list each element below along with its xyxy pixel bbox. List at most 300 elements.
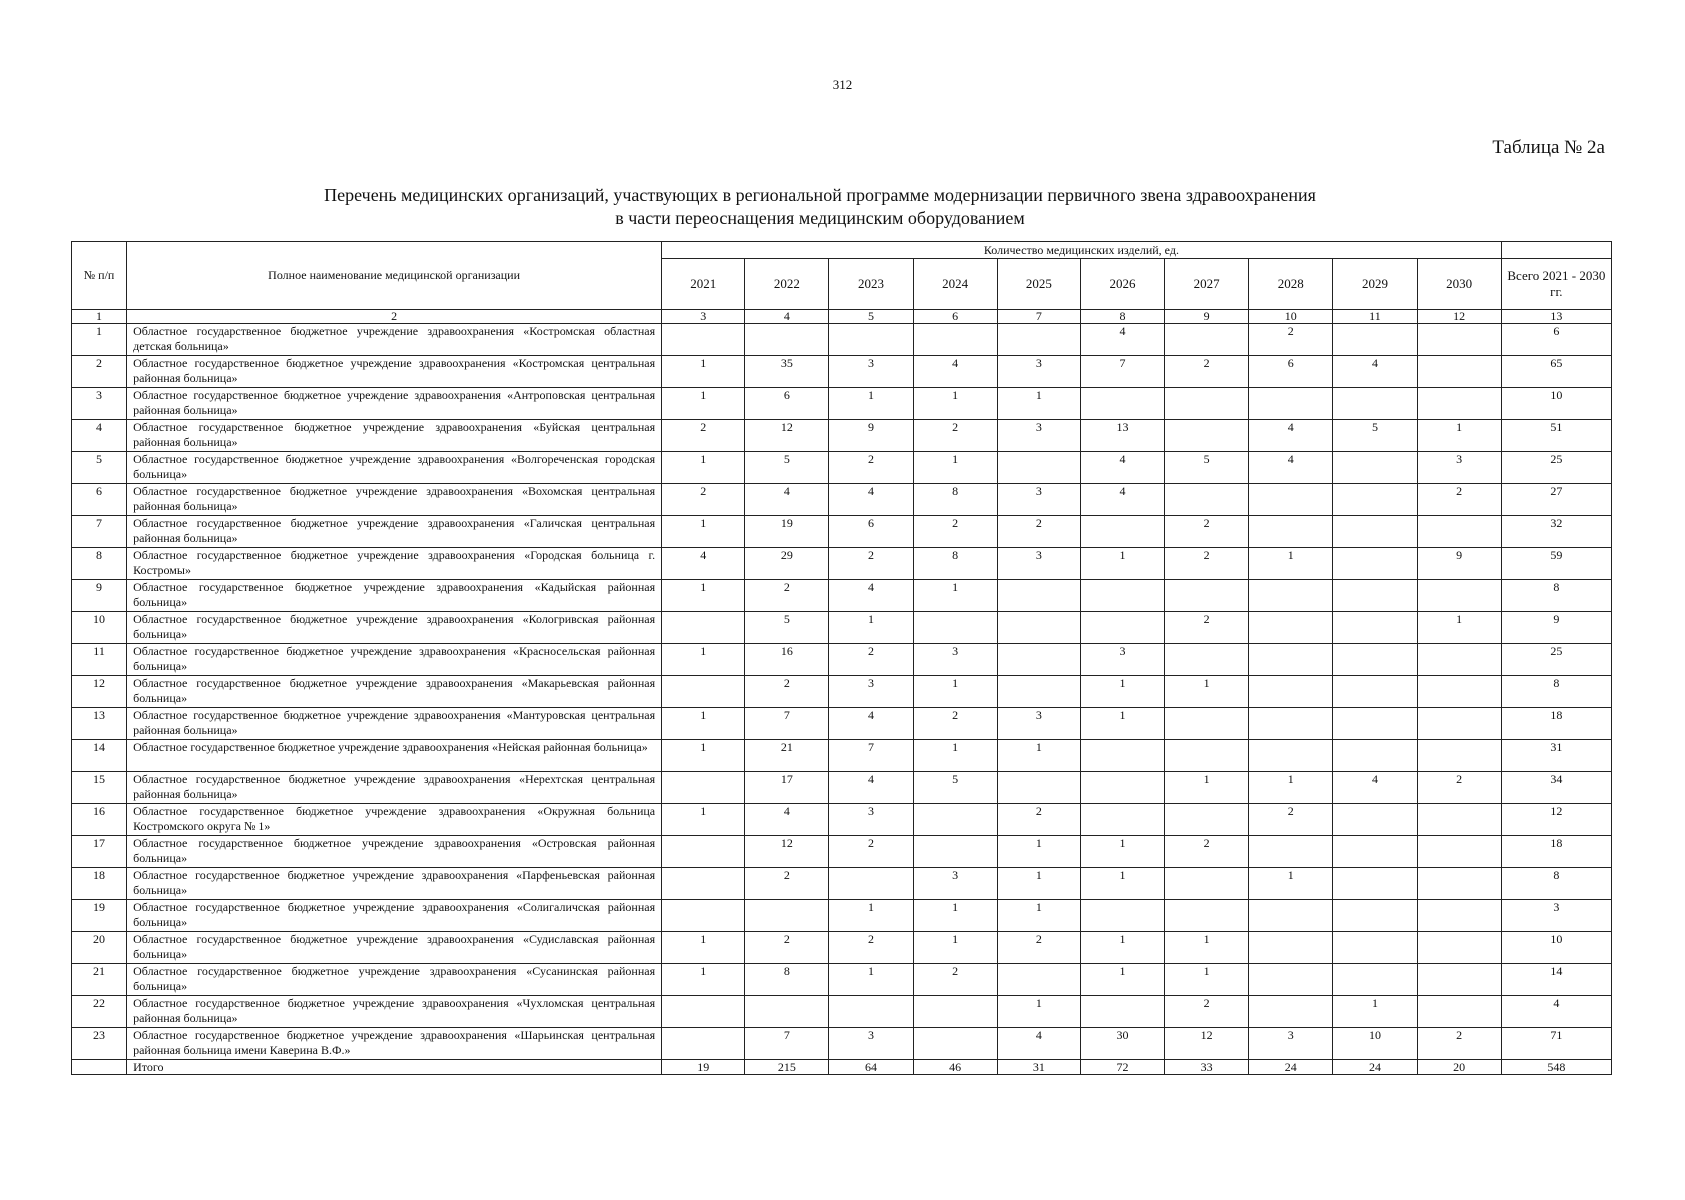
cell-2021 bbox=[662, 868, 745, 900]
cell-2026 bbox=[1080, 740, 1164, 772]
row-number: 14 bbox=[72, 740, 127, 772]
cell-2025 bbox=[997, 324, 1080, 356]
total-2030: 20 bbox=[1417, 1060, 1501, 1075]
column-number-12: 12 bbox=[1417, 310, 1501, 324]
cell-2025: 3 bbox=[997, 356, 1080, 388]
cell-2029 bbox=[1333, 484, 1417, 516]
cell-2030: 2 bbox=[1417, 484, 1501, 516]
organization-name: Областное государственное бюджетное учреждение здравоохранения «Волгореченская городская больница» bbox=[127, 452, 662, 484]
table-label: Таблица № 2а bbox=[1492, 137, 1605, 158]
cell-2023: 1 bbox=[829, 900, 913, 932]
organization-name: Областное государственное бюджетное учреждение здравоохранения «Судиславская районная больница» bbox=[127, 932, 662, 964]
cell-2023: 1 bbox=[829, 964, 913, 996]
cell-total: 12 bbox=[1501, 804, 1611, 836]
cell-2027: 1 bbox=[1165, 676, 1249, 708]
cell-2026: 30 bbox=[1080, 1028, 1164, 1060]
cell-total: 32 bbox=[1501, 516, 1611, 548]
organization-name: Областное государственное бюджетное учреждение здравоохранения «Мантуровская центральная районная больница» bbox=[127, 708, 662, 740]
cell-2026: 1 bbox=[1080, 836, 1164, 868]
row-number: 20 bbox=[72, 932, 127, 964]
cell-2028 bbox=[1249, 644, 1333, 676]
cell-2024: 8 bbox=[913, 484, 997, 516]
cell-2022: 19 bbox=[745, 516, 829, 548]
cell-2027 bbox=[1165, 740, 1249, 772]
cell-2025: 1 bbox=[997, 996, 1080, 1028]
cell-2025: 1 bbox=[997, 868, 1080, 900]
header-year-2021: 2021 bbox=[662, 259, 745, 310]
row-number: 9 bbox=[72, 580, 127, 612]
cell-2025: 2 bbox=[997, 804, 1080, 836]
cell-total: 8 bbox=[1501, 868, 1611, 900]
total-2027: 33 bbox=[1165, 1060, 1249, 1075]
row-number: 7 bbox=[72, 516, 127, 548]
cell-2022: 12 bbox=[745, 420, 829, 452]
document-title-line-2: в части переоснащения медицинским оборудованием bbox=[615, 208, 1025, 228]
table-row bbox=[72, 580, 1612, 612]
cell-2029 bbox=[1333, 900, 1417, 932]
row-number: 8 bbox=[72, 548, 127, 580]
cell-2022 bbox=[745, 900, 829, 932]
totals-label: Итого bbox=[127, 1060, 662, 1075]
cell-total: 18 bbox=[1501, 836, 1611, 868]
cell-2026: 3 bbox=[1080, 644, 1164, 676]
cell-2022: 21 bbox=[745, 740, 829, 772]
cell-2028 bbox=[1249, 388, 1333, 420]
row-number: 22 bbox=[72, 996, 127, 1028]
cell-2029 bbox=[1333, 676, 1417, 708]
totals-row bbox=[72, 1060, 1612, 1075]
cell-2030 bbox=[1417, 580, 1501, 612]
cell-2024: 1 bbox=[913, 580, 997, 612]
table-row bbox=[72, 324, 1612, 356]
organization-name: Областное государственное бюджетное учреждение здравоохранения «Нерехтская центральная районная больница» bbox=[127, 772, 662, 804]
cell-2021: 1 bbox=[662, 452, 745, 484]
table-row bbox=[72, 804, 1612, 836]
cell-2028: 2 bbox=[1249, 324, 1333, 356]
grand-total: 548 bbox=[1501, 1060, 1611, 1075]
cell-2021: 1 bbox=[662, 964, 745, 996]
table-row bbox=[72, 900, 1612, 932]
cell-2026 bbox=[1080, 772, 1164, 804]
organization-name: Областное государственное бюджетное учреждение здравоохранения «Городская больница г. Костромы» bbox=[127, 548, 662, 580]
table-row bbox=[72, 356, 1612, 388]
cell-2027: 5 bbox=[1165, 452, 1249, 484]
table-row bbox=[72, 452, 1612, 484]
cell-total: 9 bbox=[1501, 612, 1611, 644]
cell-2023: 6 bbox=[829, 516, 913, 548]
cell-2023 bbox=[829, 868, 913, 900]
cell-2024: 2 bbox=[913, 964, 997, 996]
organization-name: Областное государственное бюджетное учреждение здравоохранения «Островская районная больница» bbox=[127, 836, 662, 868]
cell-2027 bbox=[1165, 484, 1249, 516]
cell-2030 bbox=[1417, 900, 1501, 932]
table-row bbox=[72, 1028, 1612, 1060]
cell-total: 14 bbox=[1501, 964, 1611, 996]
cell-2029: 1 bbox=[1333, 996, 1417, 1028]
cell-2024: 4 bbox=[913, 356, 997, 388]
header-year-2022: 2022 bbox=[745, 259, 829, 310]
header-total: Всего 2021 - 2030 гг. bbox=[1501, 259, 1611, 310]
cell-2024: 2 bbox=[913, 708, 997, 740]
cell-2022: 35 bbox=[745, 356, 829, 388]
header-year-2026: 2026 bbox=[1080, 259, 1164, 310]
cell-2029: 5 bbox=[1333, 420, 1417, 452]
cell-2022: 2 bbox=[745, 580, 829, 612]
header-organization-name: Полное наименование медицинской организации bbox=[127, 242, 662, 310]
table-row bbox=[72, 484, 1612, 516]
cell-2022: 2 bbox=[745, 868, 829, 900]
cell-2023 bbox=[829, 324, 913, 356]
table-row bbox=[72, 548, 1612, 580]
row-number: 13 bbox=[72, 708, 127, 740]
organization-name: Областное государственное бюджетное учреждение здравоохранения «Вохомская центральная районная больница» bbox=[127, 484, 662, 516]
cell-2028 bbox=[1249, 484, 1333, 516]
cell-2025: 4 bbox=[997, 1028, 1080, 1060]
header-year-2024: 2024 bbox=[913, 259, 997, 310]
cell-2028 bbox=[1249, 676, 1333, 708]
cell-2026 bbox=[1080, 388, 1164, 420]
cell-2029 bbox=[1333, 964, 1417, 996]
cell-2022: 12 bbox=[745, 836, 829, 868]
cell-2028 bbox=[1249, 836, 1333, 868]
cell-2024 bbox=[913, 612, 997, 644]
cell-2023: 4 bbox=[829, 772, 913, 804]
organization-name: Областное государственное бюджетное учреждение здравоохранения «Галичская центральная районная больница» bbox=[127, 516, 662, 548]
cell-2028 bbox=[1249, 964, 1333, 996]
cell-2024: 3 bbox=[913, 644, 997, 676]
cell-2028 bbox=[1249, 996, 1333, 1028]
cell-2024 bbox=[913, 804, 997, 836]
cell-2030 bbox=[1417, 932, 1501, 964]
cell-2030 bbox=[1417, 964, 1501, 996]
cell-2025 bbox=[997, 452, 1080, 484]
table-row bbox=[72, 836, 1612, 868]
cell-2027 bbox=[1165, 580, 1249, 612]
organization-name: Областное государственное бюджетное учреждение здравоохранения «Нейская районная больница» bbox=[127, 740, 662, 772]
document-title-line-1: Перечень медицинских организаций, участвующих в региональной программе модернизации первичного звена здравоохранения bbox=[324, 185, 1316, 205]
cell-2026: 1 bbox=[1080, 676, 1164, 708]
cell-2024 bbox=[913, 996, 997, 1028]
cell-2023: 9 bbox=[829, 420, 913, 452]
cell-2022 bbox=[745, 996, 829, 1028]
cell-2021 bbox=[662, 996, 745, 1028]
row-number: 1 bbox=[72, 324, 127, 356]
cell-2027 bbox=[1165, 868, 1249, 900]
cell-2023: 2 bbox=[829, 452, 913, 484]
column-number-3: 3 bbox=[662, 310, 745, 324]
cell-2024: 1 bbox=[913, 740, 997, 772]
cell-2028: 1 bbox=[1249, 548, 1333, 580]
cell-2026 bbox=[1080, 900, 1164, 932]
total-2023: 64 bbox=[829, 1060, 913, 1075]
cell-2024: 5 bbox=[913, 772, 997, 804]
cell-total: 25 bbox=[1501, 644, 1611, 676]
cell-2026 bbox=[1080, 996, 1164, 1028]
cell-total: 10 bbox=[1501, 388, 1611, 420]
header-year-2028: 2028 bbox=[1249, 259, 1333, 310]
cell-2023: 2 bbox=[829, 644, 913, 676]
cell-2024: 1 bbox=[913, 676, 997, 708]
cell-total: 4 bbox=[1501, 996, 1611, 1028]
cell-total: 3 bbox=[1501, 900, 1611, 932]
row-number: 6 bbox=[72, 484, 127, 516]
cell-2025: 1 bbox=[997, 740, 1080, 772]
row-number: 12 bbox=[72, 676, 127, 708]
cell-2021: 1 bbox=[662, 516, 745, 548]
cell-2022: 17 bbox=[745, 772, 829, 804]
row-number: 3 bbox=[72, 388, 127, 420]
cell-2029: 4 bbox=[1333, 356, 1417, 388]
cell-2025 bbox=[997, 644, 1080, 676]
total-2028: 24 bbox=[1249, 1060, 1333, 1075]
cell-2022: 7 bbox=[745, 1028, 829, 1060]
organization-name: Областное государственное бюджетное учреждение здравоохранения «Кадыйская районная больница» bbox=[127, 580, 662, 612]
cell-2030 bbox=[1417, 708, 1501, 740]
cell-2030 bbox=[1417, 740, 1501, 772]
cell-total: 65 bbox=[1501, 356, 1611, 388]
cell-2024: 3 bbox=[913, 868, 997, 900]
cell-2028: 1 bbox=[1249, 772, 1333, 804]
cell-2023: 2 bbox=[829, 548, 913, 580]
header-quantity: Количество медицинских изделий, ед. bbox=[662, 242, 1502, 259]
header-year-2027: 2027 bbox=[1165, 259, 1249, 310]
cell-2028 bbox=[1249, 612, 1333, 644]
cell-2024: 2 bbox=[913, 420, 997, 452]
row-number: 17 bbox=[72, 836, 127, 868]
cell-2022: 6 bbox=[745, 388, 829, 420]
cell-2026 bbox=[1080, 580, 1164, 612]
row-number: 16 bbox=[72, 804, 127, 836]
cell-total: 10 bbox=[1501, 932, 1611, 964]
cell-2029 bbox=[1333, 388, 1417, 420]
total-2025: 31 bbox=[997, 1060, 1080, 1075]
cell-2025: 3 bbox=[997, 548, 1080, 580]
cell-2021 bbox=[662, 676, 745, 708]
total-2026: 72 bbox=[1080, 1060, 1164, 1075]
totals-row-number bbox=[72, 1060, 127, 1075]
cell-2027: 2 bbox=[1165, 836, 1249, 868]
organization-name: Областное государственное бюджетное учреждение здравоохранения «Костромская центральная районная больница» bbox=[127, 356, 662, 388]
cell-2026: 4 bbox=[1080, 324, 1164, 356]
cell-2024: 1 bbox=[913, 932, 997, 964]
cell-2023: 3 bbox=[829, 676, 913, 708]
cell-2021: 1 bbox=[662, 932, 745, 964]
cell-2022 bbox=[745, 324, 829, 356]
cell-2026 bbox=[1080, 516, 1164, 548]
cell-2021 bbox=[662, 612, 745, 644]
cell-2023: 3 bbox=[829, 804, 913, 836]
cell-2025: 1 bbox=[997, 836, 1080, 868]
row-number: 10 bbox=[72, 612, 127, 644]
cell-total: 25 bbox=[1501, 452, 1611, 484]
organization-name: Областное государственное бюджетное учреждение здравоохранения «Кологривская районная больница» bbox=[127, 612, 662, 644]
header-year-2025: 2025 bbox=[997, 259, 1080, 310]
cell-2027: 12 bbox=[1165, 1028, 1249, 1060]
cell-2028: 4 bbox=[1249, 452, 1333, 484]
cell-total: 8 bbox=[1501, 676, 1611, 708]
table-row bbox=[72, 420, 1612, 452]
total-2024: 46 bbox=[913, 1060, 997, 1075]
cell-2022: 7 bbox=[745, 708, 829, 740]
cell-2029 bbox=[1333, 868, 1417, 900]
cell-2030: 9 bbox=[1417, 548, 1501, 580]
page-number: 312 bbox=[832, 77, 853, 92]
cell-2027: 2 bbox=[1165, 356, 1249, 388]
cell-2030: 2 bbox=[1417, 1028, 1501, 1060]
cell-2025: 2 bbox=[997, 932, 1080, 964]
table-row bbox=[72, 996, 1612, 1028]
cell-2024: 1 bbox=[913, 452, 997, 484]
cell-2027 bbox=[1165, 804, 1249, 836]
table-row bbox=[72, 388, 1612, 420]
cell-2021 bbox=[662, 900, 745, 932]
cell-2022: 5 bbox=[745, 452, 829, 484]
cell-2021: 1 bbox=[662, 388, 745, 420]
column-number-7: 7 bbox=[997, 310, 1080, 324]
cell-2023 bbox=[829, 996, 913, 1028]
cell-2023: 4 bbox=[829, 708, 913, 740]
cell-2030 bbox=[1417, 804, 1501, 836]
table-row bbox=[72, 612, 1612, 644]
cell-2030 bbox=[1417, 324, 1501, 356]
cell-2024: 2 bbox=[913, 516, 997, 548]
cell-total: 51 bbox=[1501, 420, 1611, 452]
cell-2026 bbox=[1080, 804, 1164, 836]
cell-2029 bbox=[1333, 708, 1417, 740]
cell-total: 71 bbox=[1501, 1028, 1611, 1060]
cell-2022: 5 bbox=[745, 612, 829, 644]
table-row bbox=[72, 964, 1612, 996]
cell-2023: 3 bbox=[829, 1028, 913, 1060]
organization-name: Областное государственное бюджетное учреждение здравоохранения «Буйская центральная районная больница» bbox=[127, 420, 662, 452]
cell-2028 bbox=[1249, 900, 1333, 932]
cell-2022: 2 bbox=[745, 932, 829, 964]
cell-2029: 10 bbox=[1333, 1028, 1417, 1060]
cell-2021 bbox=[662, 772, 745, 804]
cell-2023: 7 bbox=[829, 740, 913, 772]
cell-2023: 1 bbox=[829, 612, 913, 644]
cell-2030 bbox=[1417, 644, 1501, 676]
cell-2022: 29 bbox=[745, 548, 829, 580]
cell-2027: 1 bbox=[1165, 772, 1249, 804]
total-2022: 215 bbox=[745, 1060, 829, 1075]
cell-2030: 2 bbox=[1417, 772, 1501, 804]
cell-2023: 3 bbox=[829, 356, 913, 388]
cell-2021: 2 bbox=[662, 420, 745, 452]
cell-2027: 2 bbox=[1165, 996, 1249, 1028]
cell-2027 bbox=[1165, 388, 1249, 420]
cell-2021: 1 bbox=[662, 804, 745, 836]
cell-total: 6 bbox=[1501, 324, 1611, 356]
cell-2025: 2 bbox=[997, 516, 1080, 548]
cell-2030 bbox=[1417, 516, 1501, 548]
total-2021: 19 bbox=[662, 1060, 745, 1075]
column-number-1: 1 bbox=[72, 310, 127, 324]
cell-2028 bbox=[1249, 932, 1333, 964]
cell-2026: 1 bbox=[1080, 868, 1164, 900]
cell-2025: 3 bbox=[997, 420, 1080, 452]
table-row bbox=[72, 708, 1612, 740]
column-number-8: 8 bbox=[1080, 310, 1164, 324]
cell-2023: 4 bbox=[829, 580, 913, 612]
cell-2030 bbox=[1417, 996, 1501, 1028]
cell-total: 18 bbox=[1501, 708, 1611, 740]
row-number: 21 bbox=[72, 964, 127, 996]
cell-2021: 2 bbox=[662, 484, 745, 516]
cell-2023: 2 bbox=[829, 836, 913, 868]
column-number-2: 2 bbox=[127, 310, 662, 324]
cell-2022: 4 bbox=[745, 484, 829, 516]
cell-2030: 3 bbox=[1417, 452, 1501, 484]
cell-2028: 4 bbox=[1249, 420, 1333, 452]
cell-2029 bbox=[1333, 580, 1417, 612]
cell-2022: 8 bbox=[745, 964, 829, 996]
cell-2027: 2 bbox=[1165, 548, 1249, 580]
organization-name: Областное государственное бюджетное учреждение здравоохранения «Солигаличская районная больница» bbox=[127, 900, 662, 932]
cell-2022: 2 bbox=[745, 676, 829, 708]
table-row bbox=[72, 676, 1612, 708]
cell-2026: 1 bbox=[1080, 964, 1164, 996]
cell-2024 bbox=[913, 1028, 997, 1060]
cell-2027 bbox=[1165, 900, 1249, 932]
column-number-10: 10 bbox=[1249, 310, 1333, 324]
cell-2025: 1 bbox=[997, 388, 1080, 420]
cell-total: 34 bbox=[1501, 772, 1611, 804]
cell-2025 bbox=[997, 676, 1080, 708]
cell-2026: 1 bbox=[1080, 932, 1164, 964]
cell-2021: 1 bbox=[662, 644, 745, 676]
cell-2030 bbox=[1417, 868, 1501, 900]
equipment-table bbox=[71, 241, 1612, 1075]
cell-2029 bbox=[1333, 804, 1417, 836]
cell-2026: 4 bbox=[1080, 484, 1164, 516]
cell-2022: 4 bbox=[745, 804, 829, 836]
table-row bbox=[72, 740, 1612, 772]
table-row bbox=[72, 772, 1612, 804]
cell-2030: 1 bbox=[1417, 420, 1501, 452]
cell-2029 bbox=[1333, 452, 1417, 484]
cell-2028 bbox=[1249, 740, 1333, 772]
cell-2028 bbox=[1249, 580, 1333, 612]
table-row bbox=[72, 516, 1612, 548]
cell-2025: 1 bbox=[997, 900, 1080, 932]
cell-total: 27 bbox=[1501, 484, 1611, 516]
cell-2021 bbox=[662, 1028, 745, 1060]
cell-2025: 3 bbox=[997, 708, 1080, 740]
cell-2027: 1 bbox=[1165, 932, 1249, 964]
cell-2030 bbox=[1417, 356, 1501, 388]
cell-2026: 13 bbox=[1080, 420, 1164, 452]
cell-2027 bbox=[1165, 708, 1249, 740]
header-row-number: № п/п bbox=[72, 242, 127, 310]
organization-name: Областное государственное бюджетное учреждение здравоохранения «Антроповская центральная районная больница» bbox=[127, 388, 662, 420]
row-number: 23 bbox=[72, 1028, 127, 1060]
cell-total: 8 bbox=[1501, 580, 1611, 612]
cell-2025: 3 bbox=[997, 484, 1080, 516]
cell-2029 bbox=[1333, 324, 1417, 356]
table-row bbox=[72, 868, 1612, 900]
column-number-6: 6 bbox=[913, 310, 997, 324]
table-row bbox=[72, 644, 1612, 676]
cell-2029 bbox=[1333, 548, 1417, 580]
header-quantity-blank bbox=[1501, 242, 1611, 259]
row-number: 15 bbox=[72, 772, 127, 804]
cell-2023: 2 bbox=[829, 932, 913, 964]
cell-2024 bbox=[913, 324, 997, 356]
cell-total: 59 bbox=[1501, 548, 1611, 580]
cell-2024: 8 bbox=[913, 548, 997, 580]
organization-name: Областное государственное бюджетное учреждение здравоохранения «Костромская областная детская больница» bbox=[127, 324, 662, 356]
